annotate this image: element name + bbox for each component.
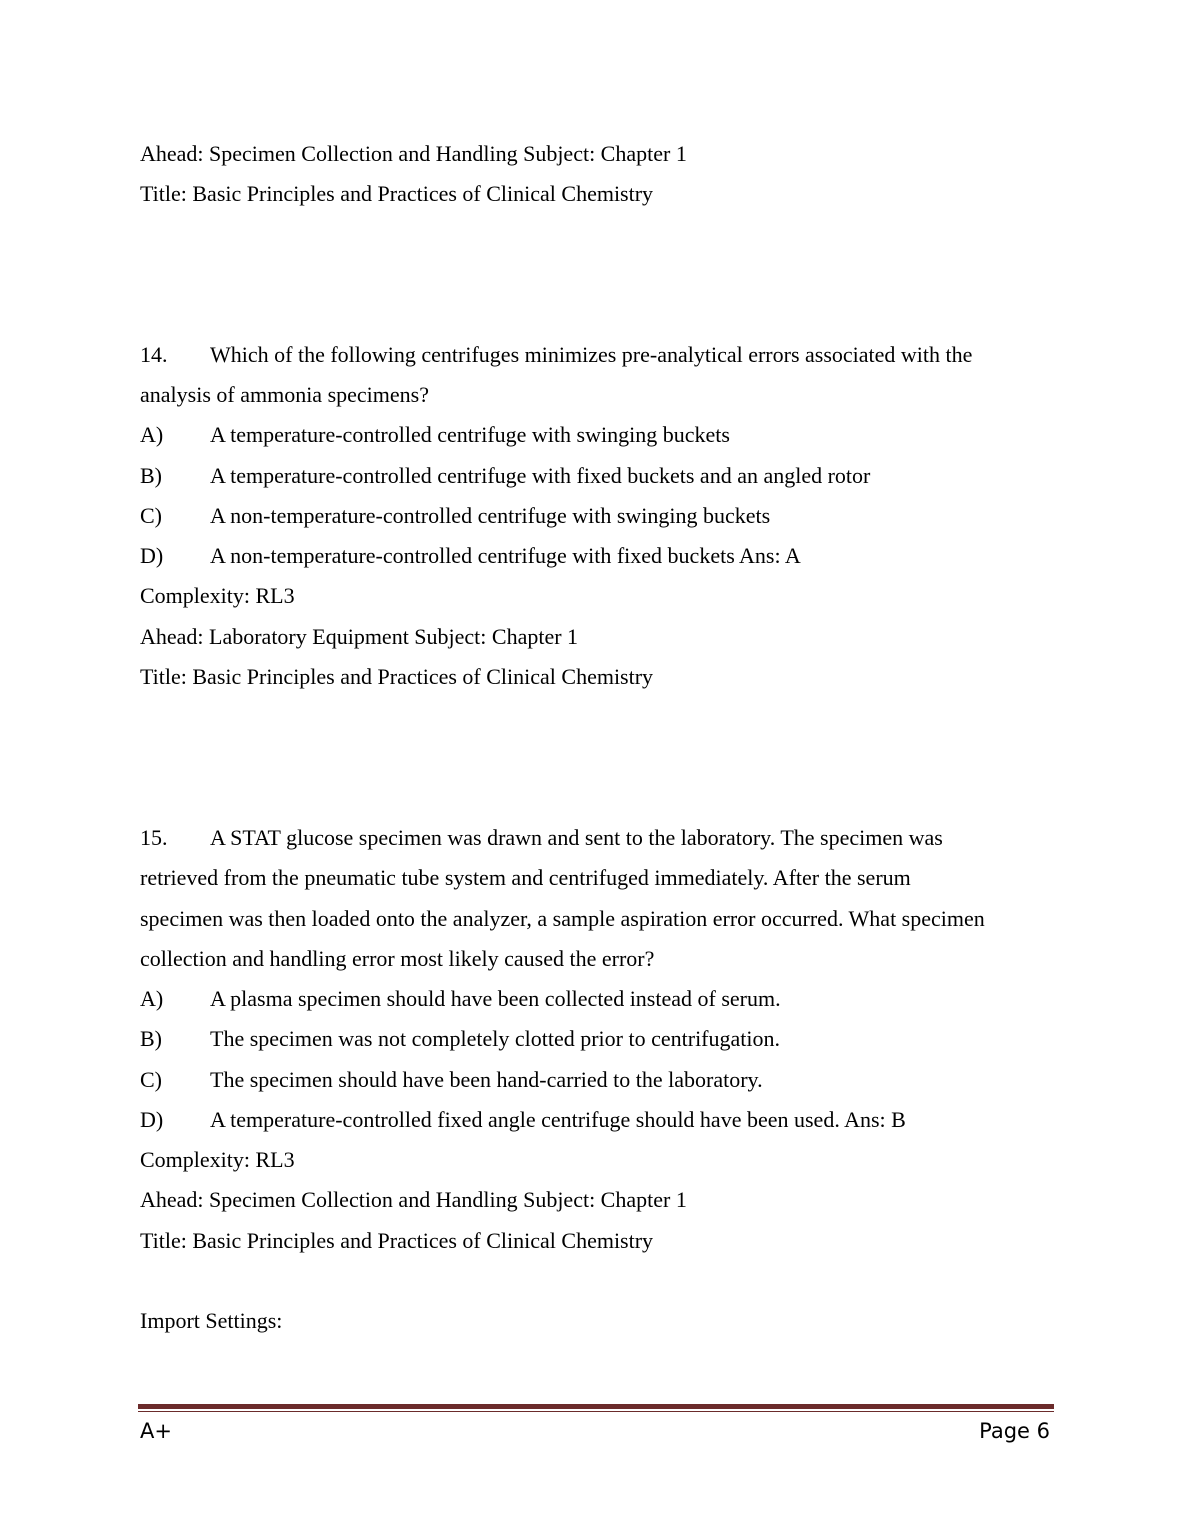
q14-complexity: Complexity: RL3 — [140, 583, 295, 608]
prev-ahead-line: Ahead: Specimen Collection and Handling Subject: Chapter 1 — [140, 141, 687, 166]
q15-option-d-letter: D) — [140, 1107, 164, 1132]
q14-stem-line-1 — [140, 341, 972, 369]
q14-option-a — [140, 421, 730, 449]
q14-stem-text-1: Which of the following centrifuges minimizes pre-analytical errors associated with the — [210, 342, 973, 367]
q15-stem-line-4: collection and handling error most likely caused the error? — [140, 946, 655, 971]
q15-option-c — [140, 1066, 763, 1094]
q15-option-c-letter: C) — [140, 1067, 162, 1092]
import-settings: Import Settings: — [140, 1308, 283, 1333]
q15-complexity: Complexity: RL3 — [140, 1147, 295, 1172]
q15-option-d — [140, 1106, 906, 1134]
q14-option-b — [140, 462, 870, 490]
q15-ahead: Ahead: Specimen Collection and Handling Subject: Chapter 1 — [140, 1187, 687, 1212]
q14-option-d-letter: D) — [140, 543, 164, 568]
footer-divider-thick — [138, 1404, 1054, 1409]
footer-page-number: Page 6 — [979, 1419, 1050, 1443]
q14-number: 14. — [140, 342, 168, 367]
q14-option-d-text: A non-temperature-controlled centrifuge with fixed buckets Ans: A — [210, 543, 801, 568]
q15-option-b — [140, 1025, 780, 1053]
q14-option-a-text: A temperature-controlled centrifuge with swinging buckets — [210, 422, 730, 447]
q15-option-a — [140, 985, 781, 1013]
q15-title: Title: Basic Principles and Practices of Clinical Chemistry — [140, 1228, 654, 1253]
q14-stem-line-2: analysis of ammonia specimens? — [140, 382, 429, 407]
q14-title: Title: Basic Principles and Practices of Clinical Chemistry — [140, 664, 654, 689]
q15-option-d-text: A temperature-controlled fixed angle centrifuge should have been used. Ans: B — [210, 1107, 906, 1132]
q15-option-b-letter: B) — [140, 1026, 162, 1051]
q15-stem-line-1 — [140, 824, 943, 852]
q15-option-c-text: The specimen should have been hand-carried to the laboratory. — [210, 1067, 763, 1092]
q14-option-c — [140, 502, 770, 530]
q15-option-a-text: A plasma specimen should have been collected instead of serum. — [210, 986, 781, 1011]
footer-divider-thin — [138, 1411, 1054, 1412]
footer-grade-label: A+ — [140, 1419, 172, 1443]
q15-option-b-text: The specimen was not completely clotted prior to centrifugation. — [210, 1026, 780, 1051]
prev-title-line: Title: Basic Principles and Practices of Clinical Chemistry — [140, 181, 654, 206]
q14-option-c-letter: C) — [140, 503, 162, 528]
q14-option-a-letter: A) — [140, 422, 164, 447]
q14-option-b-letter: B) — [140, 463, 162, 488]
q15-stem-text-1: A STAT glucose specimen was drawn and sent to the laboratory. The specimen was — [210, 825, 943, 850]
q15-option-a-letter: A) — [140, 986, 164, 1011]
q14-ahead: Ahead: Laboratory Equipment Subject: Chapter 1 — [140, 624, 579, 649]
q14-option-c-text: A non-temperature-controlled centrifuge with swinging buckets — [210, 503, 771, 528]
q15-stem-line-2: retrieved from the pneumatic tube system and centrifuged immediately. After the serum — [140, 865, 911, 890]
q15-stem-line-3: specimen was then loaded onto the analyzer, a sample aspiration error occurred. What specimen — [140, 906, 985, 931]
q15-number: 15. — [140, 825, 168, 850]
q14-option-b-text: A temperature-controlled centrifuge with fixed buckets and an angled rotor — [210, 463, 871, 488]
q14-option-d — [140, 542, 801, 570]
